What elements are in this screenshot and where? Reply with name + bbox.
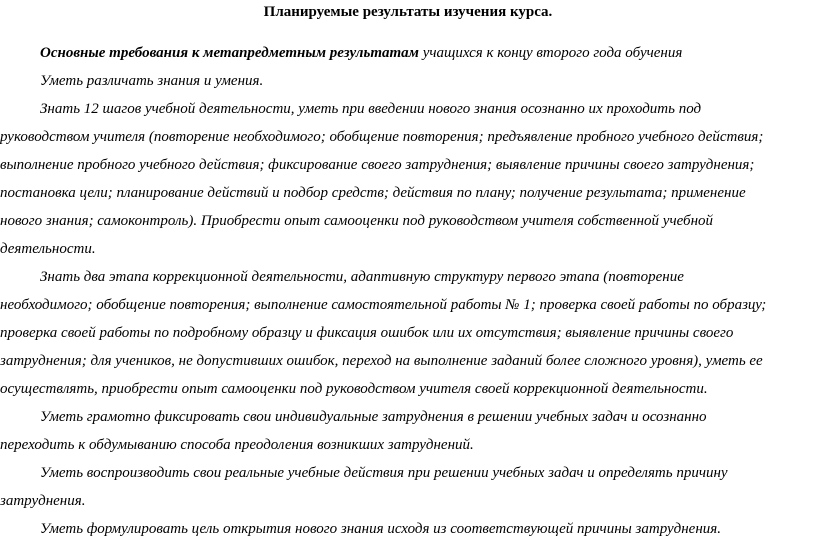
text-line: переходить к обдумыванию способа преодоления возникших затруднений. [0, 437, 474, 453]
document-body [0, 44, 816, 548]
text-line: Уметь грамотно фиксировать свои индивидуальные затруднения в решении учебных задач и осознанно [40, 409, 707, 425]
text-line: выполнение пробного учебного действия; фиксирование своего затруднения; выявление причины своего затруднения; [0, 157, 755, 173]
text-line: затруднения; для учеников, не допустивших ошибок, переход на выполнение заданий более сложного уровня), уметь ее [0, 353, 763, 369]
text-line: Уметь воспроизводить свои реальные учебные действия при решении учебных задач и определять причину [40, 465, 728, 481]
text-line: Уметь формулировать цель открытия нового знания исходя из соответствующей причины затруднения. [40, 521, 722, 537]
lead-bold-text: Основные требования к метапредметным результатам [40, 45, 419, 61]
text-line: проверка своей работы по подробному образцу и фиксация ошибок или их отсутствия; выявление причины своего [0, 325, 734, 341]
text-line: Уметь различать знания и умения. [40, 73, 264, 89]
text-line: необходимого; обобщение повторения; выполнение самостоятельной работы № 1; проверка своей работы по образцу; [0, 297, 767, 313]
text-line: постановка цели; планирование действий и подбор средств; действия по плану; получение результата; применение [0, 185, 746, 201]
page-title: Планируемые результаты изучения курса. [263, 4, 553, 20]
lead-rest-text: учащихся к концу второго года обучения [418, 45, 683, 61]
text-line: деятельности. [0, 241, 96, 257]
text-line: Знать 12 шагов учебной деятельности, уметь при введении нового знания осознанно их проходить под [40, 101, 702, 117]
text-line: руководством учителя (повторение необходимого; обобщение повторения; предъявление пробного учебного действия; [0, 129, 764, 145]
text-line: Знать два этапа коррекционной деятельности, адаптивную структуру первого этапа (повторение [40, 269, 684, 285]
text-line: затруднения. [0, 493, 86, 509]
text-line: нового знания; самоконтроль). Приобрести опыт самооценки под руководством учителя собственной учебной [0, 213, 714, 229]
text-line: осуществлять, приобрести опыт самооценки под руководством учителя своей коррекционной деятельности. [0, 381, 708, 397]
lead-paragraph [0, 44, 816, 72]
